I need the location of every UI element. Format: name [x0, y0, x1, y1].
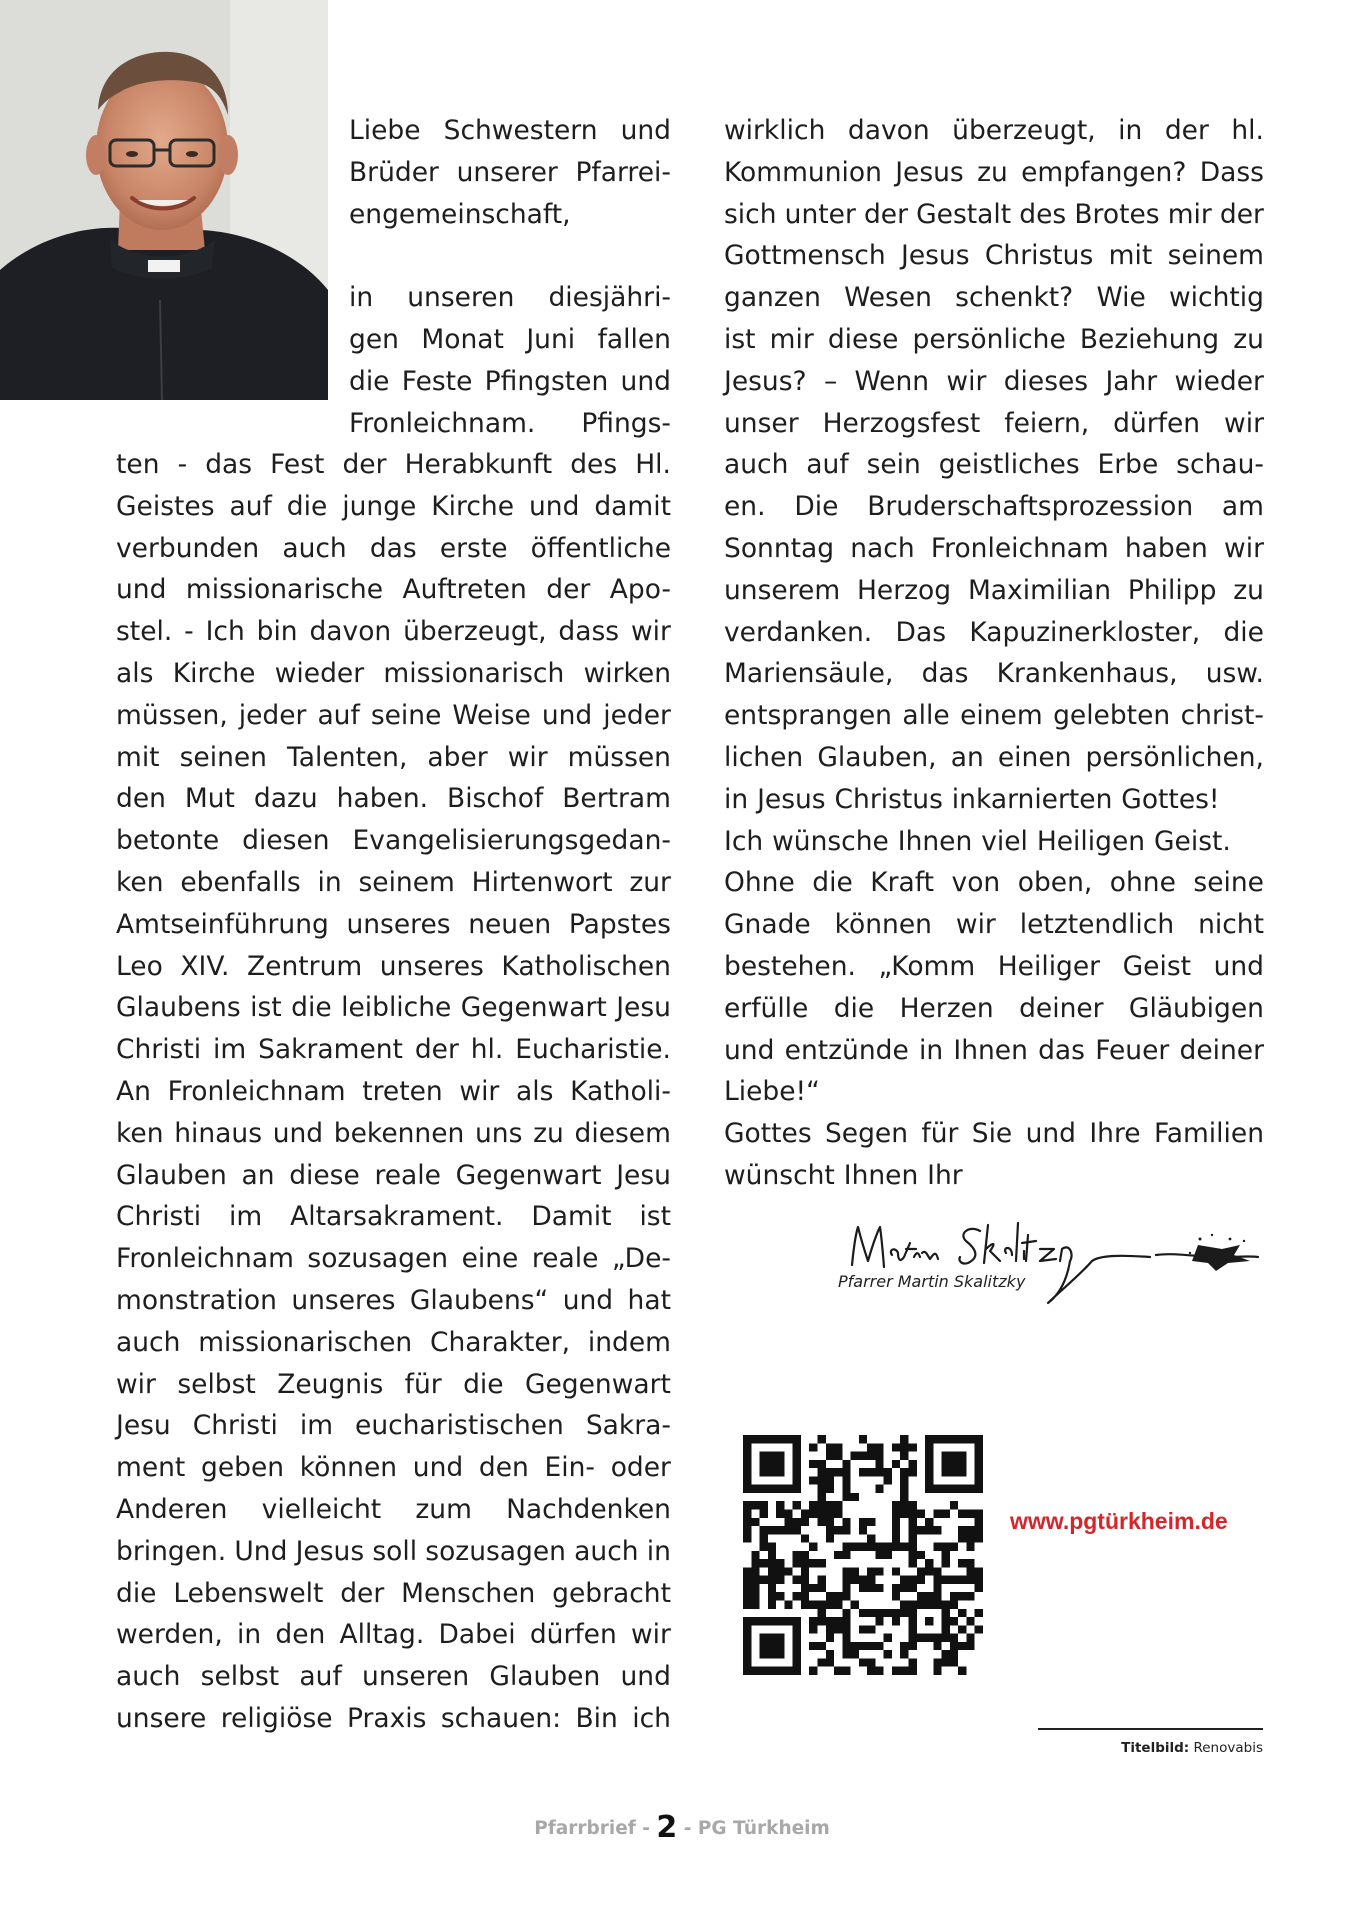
body-line: Jesus? – Wenn wir dieses Jahr wieder — [724, 365, 1264, 397]
body-line: Jesu Christi im eucharistischen Sakra- — [116, 1410, 671, 1442]
body-line: Leo XIV. Zentrum unseres Katholischen — [116, 950, 671, 982]
body-line: Gnade können wir letztendlich nicht — [724, 909, 1264, 941]
body-line: Gottmensch Jesus Christus mit seinem — [724, 240, 1264, 272]
pastor-portrait — [0, 0, 328, 400]
body-line: bestehen. „Komm Heiliger Geist und — [724, 950, 1264, 982]
body-line: wirklich davon überzeugt, in der hl. — [724, 115, 1264, 146]
body-line: auch selbst auf unseren Glauben und — [116, 1661, 671, 1693]
body-line: wir selbst Zeugnis für die Gegenwart — [116, 1368, 671, 1400]
page-footer — [0, 1810, 1364, 1845]
body-line: betonte diesen Evangelisierungsgedan- — [116, 825, 671, 857]
credit-value: Renovabis — [1189, 1740, 1263, 1756]
body-line: Ich wünsche Ihnen viel Heiligen Geist. — [724, 825, 1231, 857]
body-line: den Mut dazu haben. Bischof Bertram — [116, 783, 671, 815]
body-line: stel. - Ich bin davon überzeugt, dass wir — [116, 616, 671, 648]
body-line: Christi im Sakrament der hl. Eucharistie. — [116, 1034, 671, 1066]
spacer — [349, 235, 671, 277]
body-line: Glaubens ist die leibliche Gegenwart Jesu — [116, 992, 671, 1024]
footer-parish: - PG Türkheim — [677, 1818, 830, 1839]
credit-divider — [1038, 1728, 1263, 1730]
website-link[interactable]: www.pgtürkheim.de — [1010, 1508, 1228, 1534]
body-line: auch auf sein geistliches Erbe schau- — [724, 449, 1264, 481]
signature-caption: Pfarrer Martin Skalitzky — [838, 1272, 1026, 1291]
body-line: unsere religiöse Praxis schauen: Bin ich — [116, 1702, 671, 1734]
body-line: gen Monat Juni fallen — [349, 323, 671, 355]
body-line: unser Herzogsfest feiern, dürfen wir — [724, 407, 1264, 439]
credit-label: Titelbild: — [1121, 1740, 1190, 1756]
body-line: entsprangen alle einem gelebten christ- — [724, 700, 1264, 732]
body-line: werden, in den Alltag. Dabei dürfen wir — [116, 1619, 671, 1651]
footer-title: Pfarrbrief - — [534, 1818, 657, 1839]
body-line: Gottes Segen für Sie und Ihre Familien — [724, 1118, 1264, 1150]
body-line: erfülle die Herzen deiner Gläubigen — [724, 992, 1264, 1024]
greeting-line: Liebe Schwestern und — [349, 115, 671, 146]
body-line: ken ebenfalls in seinem Hirtenwort zur — [116, 866, 671, 898]
body-line: verdanken. Das Kapuzinerkloster, die — [724, 616, 1264, 648]
body-line: Sonntag nach Fronleichnam haben wir — [724, 532, 1264, 564]
body-line: bringen. Und Jesus soll sozusagen auch in — [116, 1535, 671, 1567]
body-line: und entzünde in Ihnen das Feuer deiner — [724, 1034, 1264, 1066]
body-line: lichen Glauben, an einen persönlichen, — [724, 741, 1264, 773]
body-line: und missionarische Auftreten der Apo- — [116, 574, 671, 606]
body-line: Mariensäule, das Krankenhaus, usw. — [724, 658, 1264, 690]
body-line: verbunden auch das erste öffentliche — [116, 532, 671, 564]
body-line: Ohne die Kraft von oben, ohne seine — [724, 867, 1264, 899]
body-line: als Kirche wieder missionarisch wirken — [116, 657, 671, 689]
body-line: unserem Herzog Maximilian Philipp zu — [724, 574, 1264, 606]
body-line: Geistes auf die junge Kirche und damit — [116, 490, 671, 522]
body-line: Christi im Altarsakrament. Damit ist — [116, 1201, 671, 1233]
body-line: auch missionarischen Charakter, indem — [116, 1326, 671, 1358]
body-line: Liebe!“ — [724, 1076, 820, 1108]
body-line: ment geben können und den Ein- oder — [116, 1452, 671, 1484]
body-line: en. Die Bruderschaftsprozession am — [724, 491, 1264, 523]
body-line: monstration unseres Glaubens“ und hat — [116, 1284, 671, 1316]
body-line: Anderen vielleicht zum Nachdenken — [116, 1493, 671, 1525]
left-column-text — [116, 444, 671, 1740]
body-line: ganzen Wesen schenkt? Wie wichtig — [724, 282, 1264, 314]
right-column-text — [724, 110, 1264, 1197]
body-line: ken hinaus und bekennen uns zu diesem — [116, 1117, 671, 1149]
body-line: wünscht Ihnen Ihr — [724, 1159, 963, 1191]
photo-credit — [1121, 1740, 1263, 1756]
body-line: An Fronleichnam treten wir als Katholi- — [116, 1075, 671, 1107]
body-line: in Jesus Christus inkarnierten Gottes! — [724, 783, 1220, 815]
body-line: die Feste Pfingsten und — [349, 365, 671, 397]
body-line: mit seinen Talenten, aber wir müssen — [116, 741, 671, 773]
body-line: ten - das Fest der Herabkunft des Hl. — [116, 449, 671, 480]
body-line: Kommunion Jesus zu empfangen? Dass — [724, 156, 1264, 188]
greeting-block — [349, 110, 671, 444]
greeting-line: engemeinschaft, — [349, 198, 571, 230]
body-line: Amtseinführung unseres neuen Papstes — [116, 908, 671, 940]
body-line: müssen, jeder auf seine Weise und jeder — [116, 699, 671, 731]
greeting-line: Brüder unserer Pfarrei- — [349, 156, 671, 188]
body-line: Glauben an diese reale Gegenwart Jesu — [116, 1159, 671, 1191]
qr-code[interactable] — [743, 1435, 983, 1675]
body-line: ist mir diese persönliche Beziehung zu — [724, 323, 1264, 355]
body-line: Fronleichnam. Pfings- — [349, 407, 671, 439]
body-line: sich unter der Gestalt des Brotes mir der — [724, 198, 1264, 230]
handwritten-signature — [830, 1205, 1270, 1315]
body-line: in unseren diesjähri- — [349, 282, 671, 314]
page-number: 2 — [656, 1810, 678, 1845]
body-line: die Lebenswelt der Menschen gebracht — [116, 1577, 671, 1609]
body-line: Fronleichnam sozusagen eine reale „De- — [116, 1243, 671, 1275]
